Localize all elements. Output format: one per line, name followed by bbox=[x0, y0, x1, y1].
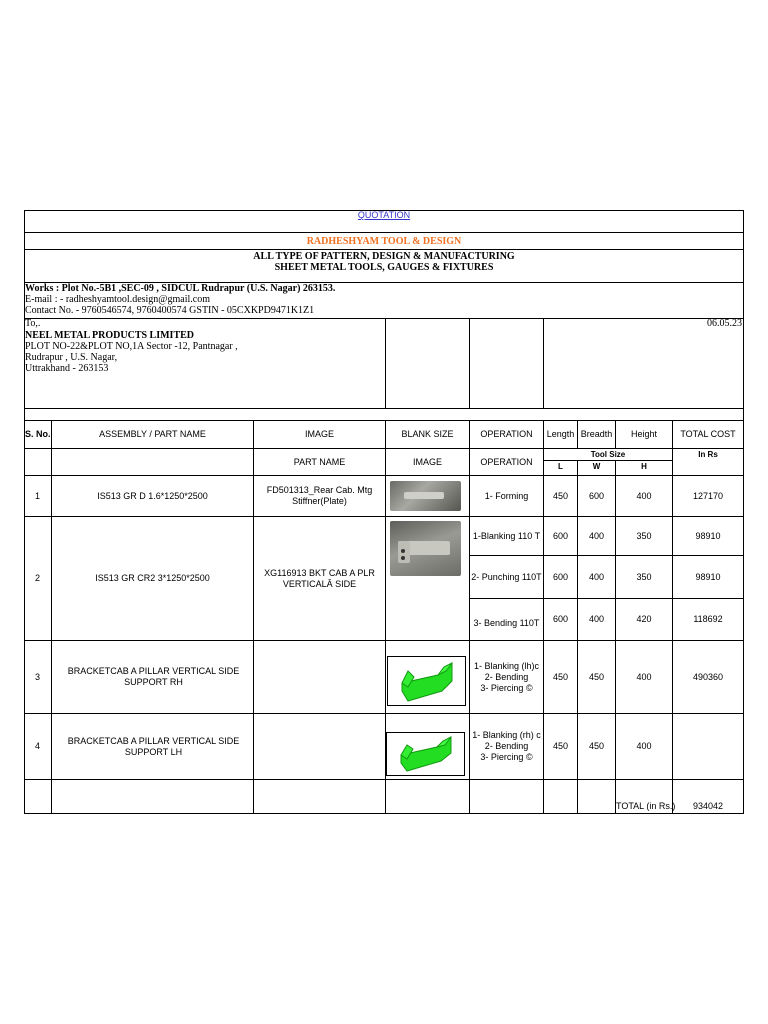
row4-op-line-1: 1- Blanking (rh) c bbox=[472, 730, 541, 740]
total-label: TOTAL (in Rs.) bbox=[616, 801, 676, 811]
col-w: W bbox=[592, 461, 601, 471]
col-h: H bbox=[641, 461, 647, 471]
col-part-name: PART NAME bbox=[293, 456, 346, 467]
recipient-address-3: Uttrakhand - 263153 bbox=[25, 363, 109, 374]
row2-height-1: 350 bbox=[636, 530, 652, 541]
quotation-sheet bbox=[24, 210, 744, 814]
row4-sno: 4 bbox=[34, 741, 40, 751]
col-tool-size: Tool Size bbox=[590, 450, 626, 459]
row4-assembly: BRACKETCAB A PILLAR VERTICAL SIDE SUPPORT LH bbox=[67, 735, 240, 757]
col-assembly: ASSEMBLY / PART NAME bbox=[99, 429, 206, 439]
row2-sno: 2 bbox=[34, 573, 40, 583]
row1-cost: 127170 bbox=[692, 490, 724, 501]
row2-breadth-2: 400 bbox=[588, 571, 605, 582]
row1-length: 450 bbox=[552, 490, 569, 501]
row3-breadth: 450 bbox=[588, 671, 605, 682]
row2-breadth-3: 400 bbox=[588, 614, 605, 624]
rule bbox=[24, 318, 744, 319]
rule bbox=[24, 779, 744, 780]
row3-assembly: BRACKETCAB A PILLAR VERTICAL SIDE SUPPORT RH bbox=[67, 666, 240, 687]
rule bbox=[385, 318, 386, 408]
col-blank-size: BLANK SIZE bbox=[401, 429, 454, 439]
works-address: Works : Plot No.-5B1 ,SEC-09 , SIDCUL Rudrapur (U.S. Nagar) 263153. bbox=[25, 283, 336, 294]
metal-plate-photo-icon bbox=[390, 481, 461, 511]
col-length: Length bbox=[546, 429, 575, 439]
company-name: RADHESHYAM TOOL & DESIGN bbox=[306, 236, 462, 247]
row2-cost-1: 98910 bbox=[695, 530, 721, 541]
bracket-photo-icon bbox=[390, 521, 461, 576]
row2-operation-2: 2- Punching 110T bbox=[471, 571, 542, 582]
rule bbox=[253, 420, 254, 814]
col-image: IMAGE bbox=[304, 429, 334, 439]
row2-cost-2: 98910 bbox=[695, 571, 721, 582]
col-l: L bbox=[558, 461, 563, 471]
recipient-address-2: Rudrapur , U.S. Nagar, bbox=[25, 352, 118, 363]
row1-assembly: IS513 GR D 1.6*1250*2500 bbox=[97, 490, 208, 501]
row1-height: 400 bbox=[636, 490, 652, 501]
row3-sno: 3 bbox=[34, 671, 40, 682]
border-right bbox=[743, 210, 744, 814]
col-operation: OPERATION bbox=[480, 429, 533, 439]
email: E-mail : - radheshyamtool.design@gmail.com bbox=[25, 294, 210, 305]
row2-length-1: 600 bbox=[552, 530, 569, 541]
row4-operation bbox=[470, 714, 543, 779]
row4-length: 450 bbox=[552, 741, 569, 751]
row1-part-name: FD501313_Rear Cab. Mtg Stiffner(Plate) bbox=[266, 485, 373, 506]
row4-op-line-3: 3- Piercing © bbox=[480, 752, 533, 762]
row2-height-2: 350 bbox=[636, 571, 652, 582]
tagline-1: ALL TYPE OF PATTERN, DESIGN & MANUFACTURING bbox=[253, 251, 515, 262]
green-3d-part-icon bbox=[386, 732, 465, 776]
row1-sno: 1 bbox=[34, 490, 40, 501]
row3-height: 400 bbox=[636, 671, 652, 682]
row2-length-2: 600 bbox=[552, 571, 569, 582]
recipient-name: NEEL METAL PRODUCTS LIMITED bbox=[25, 330, 195, 341]
rule bbox=[24, 232, 744, 233]
row4-height: 400 bbox=[636, 741, 652, 751]
rule bbox=[24, 408, 744, 409]
col-total-cost: TOTAL COST bbox=[680, 429, 736, 439]
row1-breadth: 600 bbox=[588, 490, 605, 501]
green-3d-part-icon bbox=[387, 656, 466, 706]
row4-cost bbox=[673, 714, 743, 779]
col-breadth: Breadth bbox=[580, 429, 613, 439]
row3-op-line-3: 3- Piercing © bbox=[480, 682, 533, 693]
row3-operation bbox=[470, 641, 543, 713]
rule bbox=[24, 249, 744, 250]
col-sno: S. No. bbox=[25, 429, 51, 439]
border-bottom bbox=[24, 813, 744, 814]
row1-operation: 1- Forming bbox=[484, 490, 529, 501]
row2-assembly: IS513 GR CR2 3*1250*2500 bbox=[95, 573, 210, 583]
quotation-date: 06.05.23 bbox=[707, 318, 742, 329]
recipient-address-1: PLOT NO-22&PLOT NO,1A Sector -12, Pantnagar , bbox=[25, 341, 238, 352]
row4-breadth: 450 bbox=[588, 741, 605, 751]
row3-op-line-1: 1- Blanking (lh)c bbox=[473, 660, 540, 671]
rule bbox=[543, 318, 544, 408]
row2-operation-3: 3- Bending 110T bbox=[473, 617, 540, 628]
col-operation-2: OPERATION bbox=[480, 456, 533, 467]
col-image-2: IMAGE bbox=[412, 456, 442, 467]
row3-length: 450 bbox=[552, 671, 569, 682]
row2-part-name: XG116913 BKT CAB A PLR VERTICALÂ SIDE bbox=[264, 567, 375, 589]
quotation-title: QUOTATION bbox=[357, 210, 411, 220]
row2-operation-1: 1-Blanking 110 T bbox=[472, 530, 541, 541]
row3-cost: 490360 bbox=[692, 671, 724, 682]
tagline-2: SHEET METAL TOOLS, GAUGES & FIXTURES bbox=[274, 262, 494, 273]
col-height: Height bbox=[630, 429, 657, 439]
rule bbox=[469, 318, 470, 408]
contact: Contact No. - 9760546574, 9760400574 GSTIN - 05CXKPD9471K1Z1 bbox=[25, 305, 315, 316]
row2-length-3: 600 bbox=[552, 614, 569, 624]
to-label: To,. bbox=[25, 318, 41, 329]
row2-breadth-1: 400 bbox=[588, 530, 605, 541]
row2-height-3: 420 bbox=[636, 614, 652, 624]
row2-cost-3: 118692 bbox=[693, 614, 723, 624]
row3-op-line-2: 2- Bending bbox=[484, 671, 529, 682]
row4-op-line-2: 2- Bending bbox=[484, 741, 529, 751]
col-in-rs: In Rs bbox=[698, 450, 718, 459]
total-value: 934042 bbox=[692, 800, 724, 811]
